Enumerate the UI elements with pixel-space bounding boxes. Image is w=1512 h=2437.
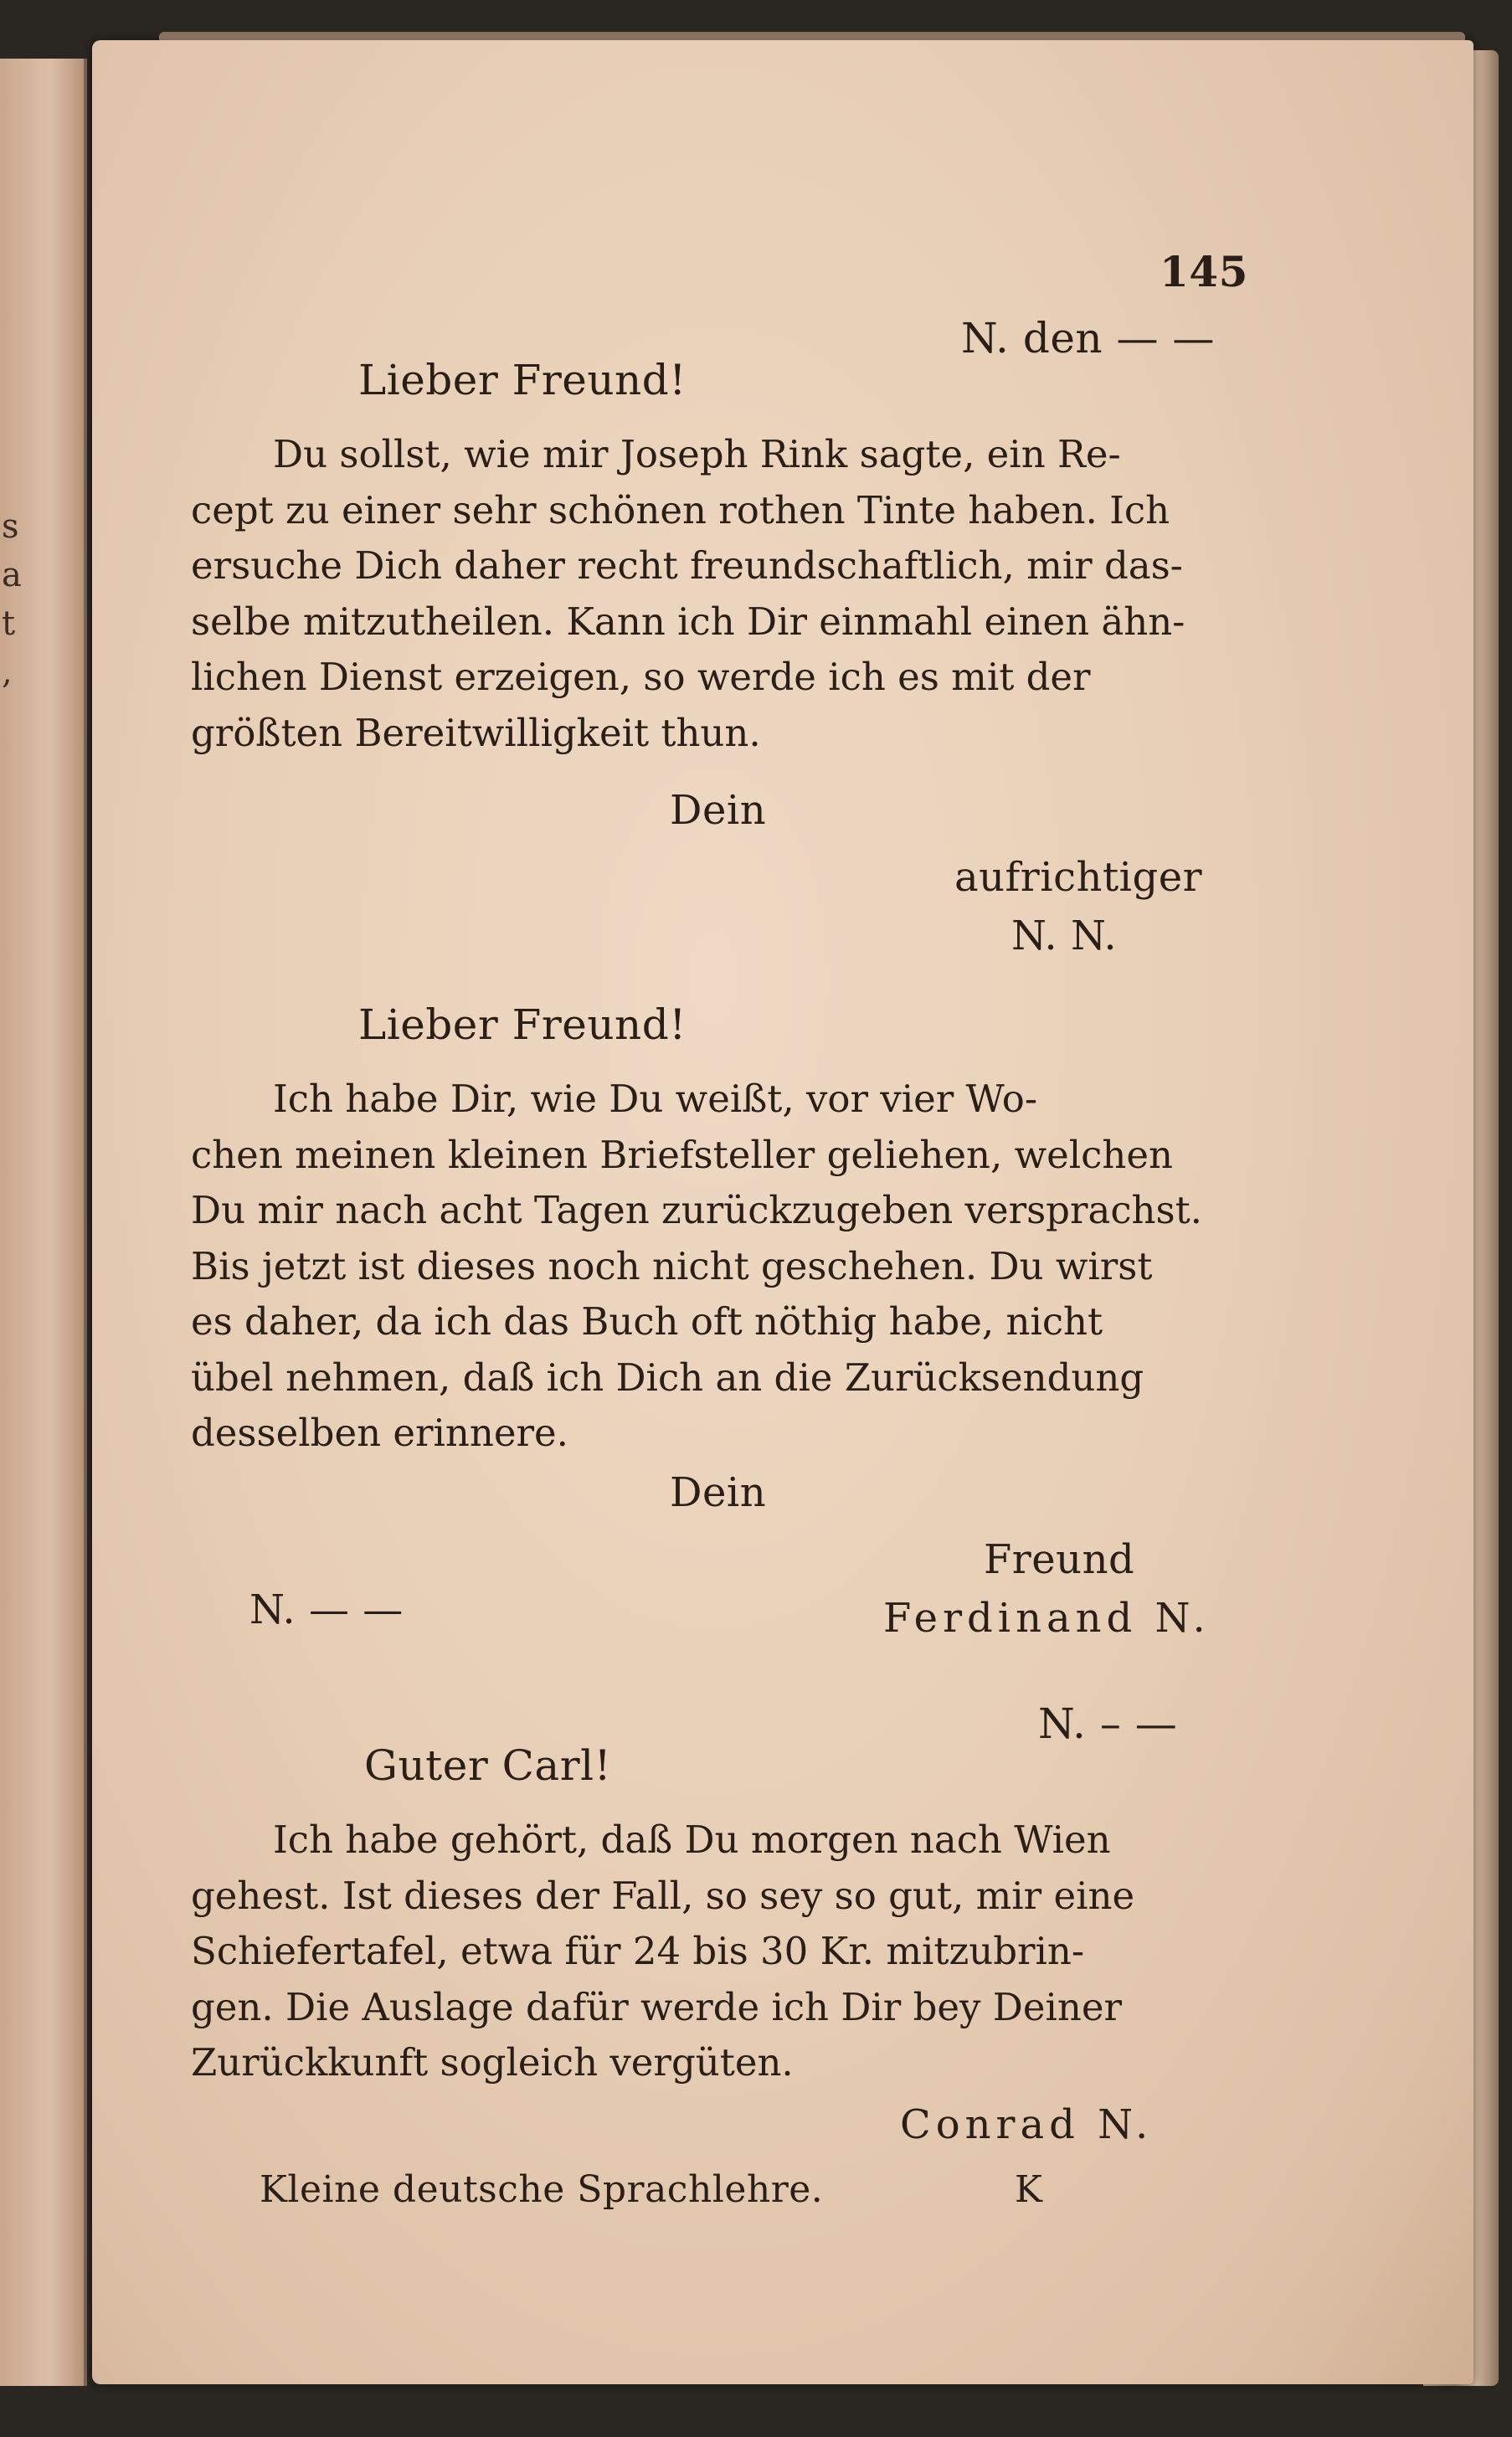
left-page-edge xyxy=(0,59,87,2386)
body-line: Ich habe gehört, daß Du morgen nach Wien xyxy=(273,1817,1111,1862)
left-mark: t xyxy=(2,604,16,643)
letter-3-salutation: Guter Carl! xyxy=(364,1741,612,1790)
letter-2-closing: Dein xyxy=(670,1469,767,1516)
body-line: gen. Die Auslage dafür werde ich Dir bey Deiner xyxy=(191,1984,1123,2029)
body-line: Ich habe Dir, wie Du weißt, vor vier Wo- xyxy=(273,1077,1038,1121)
body-line: lichen Dienst erzeigen, so werde ich es mit der xyxy=(191,655,1091,699)
letter-1-body xyxy=(191,427,1233,761)
letter-1-signature: N. N. xyxy=(1011,913,1118,959)
body-line: übel nehmen, daß ich Dich an die Zurücksendung xyxy=(191,1355,1144,1400)
letter-2-body xyxy=(191,1072,1233,1462)
letter-2-salutation: Lieber Freund! xyxy=(358,1000,687,1049)
left-mark: a xyxy=(2,556,22,594)
body-line: Schiefertafel, etwa für 24 bis 30 Kr. mitzubrin- xyxy=(191,1929,1085,1973)
body-line: desselben erinnere. xyxy=(191,1411,568,1455)
left-mark: s xyxy=(2,507,19,546)
body-line: chen meinen kleinen Briefsteller geliehen, welchen xyxy=(191,1132,1173,1177)
letter-2-closing-noun: Freund xyxy=(984,1536,1135,1583)
letter-3-signature: Conrad N. xyxy=(900,2101,1154,2148)
letter-1-closing: Dein xyxy=(670,787,767,834)
body-line: Bis jetzt ist dieses noch nicht geschehen. Du wirst xyxy=(191,1243,1153,1288)
letter-1-salutation: Lieber Freund! xyxy=(358,356,687,404)
letter-3-place-date: N. – — xyxy=(1038,1699,1178,1748)
body-line: Du mir nach acht Tagen zurückzugeben versprachst. xyxy=(191,1188,1202,1232)
body-line: ersuche Dich daher recht freundschaftlich, mir das- xyxy=(191,543,1183,588)
left-mark: , xyxy=(2,653,13,692)
body-line: Zurückkunft sogleich vergüten. xyxy=(191,2040,794,2085)
body-line: gehest. Ist dieses der Fall, so sey so gut, mir eine xyxy=(191,1873,1135,1918)
body-line: cept zu einer sehr schönen rothen Tinte haben. Ich xyxy=(191,487,1170,532)
letter-1-place-date: N. den — — xyxy=(961,314,1215,362)
left-page-marks xyxy=(2,502,27,697)
footer-title: Kleine deutsche Sprachlehre. xyxy=(260,2168,824,2211)
letter-2-signature: Ferdinand N. xyxy=(883,1595,1211,1642)
letter-2-place: N. — — xyxy=(249,1586,404,1633)
body-line: größten Bereitwilligkeit thun. xyxy=(191,710,761,755)
letter-3-body xyxy=(191,1812,1233,2091)
page-number: 145 xyxy=(1160,247,1248,296)
printer-signature-mark: K xyxy=(1015,2168,1043,2211)
letter-1-closing-adjective: aufrichtiger xyxy=(954,854,1203,901)
body-line: es daher, da ich das Buch oft nöthig habe, nicht xyxy=(191,1299,1103,1344)
body-line: selbe mitzutheilen. Kann ich Dir einmahl einen ähn- xyxy=(191,599,1185,644)
body-line: Du sollst, wie mir Joseph Rink sagte, ein Re- xyxy=(273,432,1121,476)
